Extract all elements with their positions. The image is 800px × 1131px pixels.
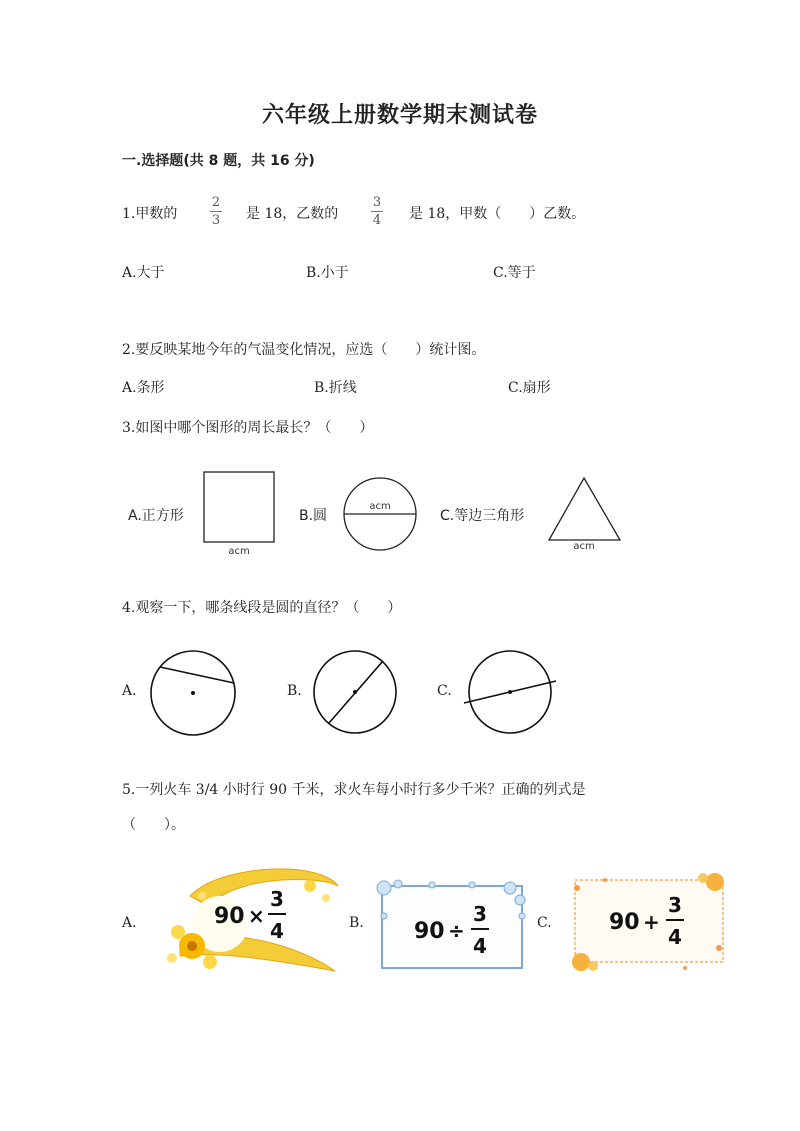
expr-operator: ×: [248, 904, 265, 928]
q3-text: 3.如图中哪个图形的周长最长？（ ）: [122, 420, 374, 436]
q1-text-part2: 是 18，乙数的: [246, 206, 339, 222]
center-dot: [353, 690, 357, 694]
expr-numerator: 3: [270, 887, 284, 911]
circle-diameter-label: acm: [369, 501, 391, 512]
expr-denominator: 4: [473, 934, 487, 958]
q4-option-c[interactable]: C.: [437, 683, 452, 699]
expr-numerator: 3: [473, 902, 487, 926]
q2-option-c[interactable]: C.扇形: [508, 380, 551, 396]
expr-numerator: 3: [668, 893, 682, 917]
q4-circle-c: [462, 648, 560, 740]
q1-fraction-2: [368, 195, 386, 228]
q1-option-c[interactable]: C.等于: [493, 265, 536, 281]
q3-option-a[interactable]: A.正方形: [128, 508, 184, 524]
triangle-side-label: acm: [573, 541, 595, 552]
expr-denominator: 4: [668, 925, 682, 949]
q5-option-a[interactable]: A.: [122, 915, 137, 931]
q4-text: 4.观察一下，哪条线段是圆的直径？（ ）: [122, 600, 402, 616]
expr-lhs: 90: [414, 919, 445, 944]
section-heading: 一.选择题(共 8 题，共 16 分): [122, 153, 315, 169]
expr-denominator: 4: [270, 919, 284, 943]
chord-line: [160, 667, 234, 683]
q1-text-part1: 1.甲数的: [122, 206, 178, 222]
expr-lhs: 90: [214, 904, 245, 929]
page-title: 六年级上册数学期末测试卷: [261, 103, 538, 128]
q4-option-a[interactable]: A.: [122, 683, 137, 699]
center-dot: [508, 690, 512, 694]
q1-option-a[interactable]: A.大于: [122, 265, 165, 281]
q5-card-a: [150, 866, 340, 976]
q3-option-c[interactable]: C.等边三角形: [440, 508, 525, 524]
center-dot: [191, 691, 195, 695]
q4-circle-b: [313, 648, 405, 740]
q1-text-part3: 是 18，甲数（ ）乙数。: [409, 206, 586, 222]
expr-operator: +: [643, 910, 660, 934]
q1-option-b[interactable]: B.小于: [306, 265, 349, 281]
q5-text-line2: （ ）。: [122, 817, 185, 833]
circle-figure: [340, 474, 422, 556]
q5-option-c[interactable]: C.: [537, 915, 552, 931]
fraction-denominator: 4: [372, 213, 382, 228]
fraction-bar: [371, 211, 383, 212]
square-side-label: acm: [228, 546, 250, 557]
expr-operator: ÷: [448, 919, 465, 943]
q2-option-b[interactable]: B.折线: [314, 380, 357, 396]
fraction-numerator: 3: [372, 195, 382, 210]
q4-option-b[interactable]: B.: [287, 683, 302, 699]
q5-text-line1: 5.一列火车 3/4 小时行 90 千米，求火车每小时行多少千米？正确的列式是: [122, 782, 586, 798]
triangle-figure: [546, 474, 626, 554]
square-shape: [204, 472, 274, 542]
q2-text: 2.要反映某地今年的气温变化情况，应选（ ）统计图。: [122, 342, 486, 358]
expr-lhs: 90: [609, 910, 640, 935]
q5-card-c: [565, 868, 730, 976]
q3-option-b[interactable]: B.圆: [299, 508, 328, 524]
q5-option-b[interactable]: B.: [349, 915, 364, 931]
fraction-bar: [210, 211, 222, 212]
fraction-denominator: 3: [211, 213, 221, 228]
q5-card-b: [372, 876, 532, 976]
fraction-numerator: 2: [211, 195, 221, 210]
square-figure: [200, 470, 280, 560]
q1-fraction-1: [207, 195, 225, 228]
triangle-shape: [549, 478, 620, 540]
q4-circle-a: [148, 648, 240, 740]
q2-option-a[interactable]: A.条形: [122, 380, 165, 396]
